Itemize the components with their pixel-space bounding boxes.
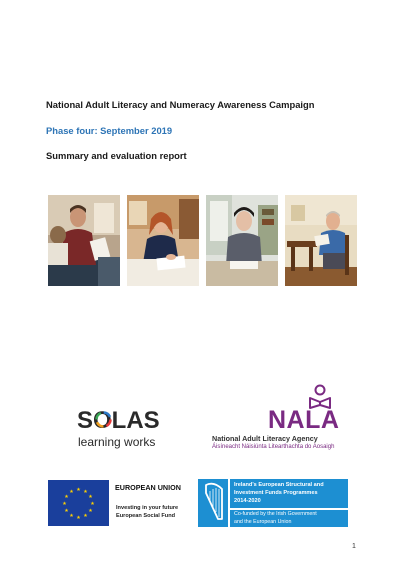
nala-name-english: National Adult Literacy Agency xyxy=(212,434,318,443)
photo-young-man-at-desk xyxy=(206,195,278,286)
document-phase: Phase four: September 2019 xyxy=(46,125,173,136)
svg-text:★: ★ xyxy=(64,494,69,500)
eu-line-2: European Social Fund xyxy=(116,513,176,519)
photo-older-man-reading xyxy=(285,195,357,286)
eu-flag-icon xyxy=(48,480,109,526)
photo-man-with-child-reading xyxy=(48,195,120,286)
svg-text:★: ★ xyxy=(83,489,88,495)
solas-tagline: learning works xyxy=(78,435,156,449)
svg-text:★: ★ xyxy=(69,489,74,495)
esif-line-1: Ireland's European Structural and xyxy=(234,482,324,488)
svg-text:★: ★ xyxy=(69,513,74,519)
svg-text:★: ★ xyxy=(88,508,93,514)
svg-text:★: ★ xyxy=(64,508,69,514)
svg-text:★: ★ xyxy=(83,513,88,519)
svg-text:★: ★ xyxy=(62,501,67,507)
esif-line-4: Co-funded by the Irish Government xyxy=(234,511,317,517)
eu-title: EUROPEAN UNION xyxy=(115,483,181,492)
svg-text:★: ★ xyxy=(88,494,93,500)
eu-logo xyxy=(48,479,188,527)
eu-line-1: Investing in your future xyxy=(116,505,179,511)
svg-text:★: ★ xyxy=(76,515,81,521)
document-title: National Adult Literacy and Numeracy Awareness Campaign xyxy=(46,99,315,110)
esif-logo xyxy=(198,479,348,527)
esif-line-5: and the European Union xyxy=(234,518,292,525)
svg-text:★: ★ xyxy=(90,501,95,507)
solas-logo xyxy=(77,404,167,454)
nala-wordmark: NALA xyxy=(268,406,340,434)
page-number: 1 xyxy=(352,543,356,550)
esif-line-2: Investment Funds Programmes xyxy=(234,490,318,496)
esif-line-3: 2014-2020 xyxy=(234,498,261,504)
nala-name-irish: Áisíneacht Náisiúnta Litearthachta do Aosaigh xyxy=(212,444,335,450)
esif-divider xyxy=(230,508,348,510)
photo-strip xyxy=(48,195,357,286)
photo-woman-writing-at-table xyxy=(127,195,199,286)
svg-text:★: ★ xyxy=(76,487,81,493)
nala-logo xyxy=(208,384,348,456)
irish-harp-icon xyxy=(198,479,228,527)
solas-wordmark: SOLAS xyxy=(77,407,160,434)
document-subtitle: Summary and evaluation report xyxy=(46,150,187,161)
